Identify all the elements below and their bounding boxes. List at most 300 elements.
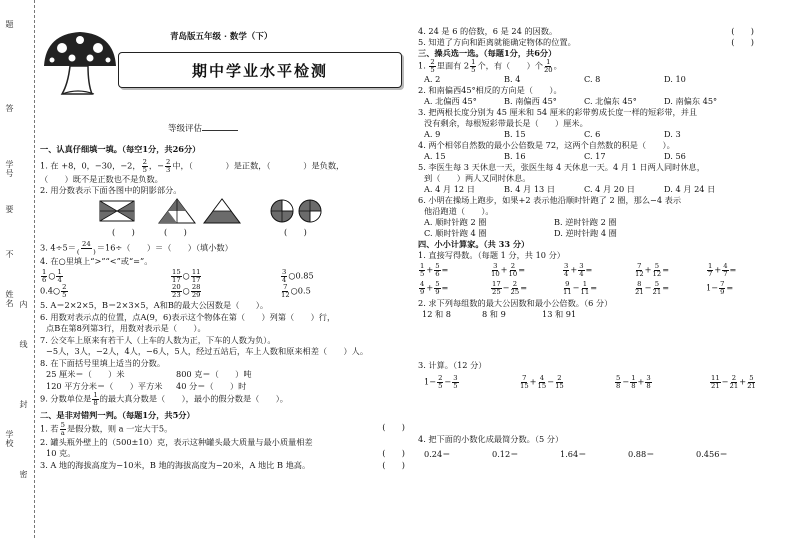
compare-item (40, 269, 170, 284)
num: 5 (654, 262, 660, 270)
num: 1 (471, 58, 476, 66)
q3-6-line2: 他沿跑道（ ）。 (424, 206, 494, 216)
operator: + (637, 376, 645, 387)
den: 9 (720, 288, 725, 296)
operator: − (547, 376, 555, 387)
gcd-item: 8 和 9 (482, 309, 506, 319)
fraction (730, 375, 739, 390)
compare-circle[interactable]: ○ (48, 270, 56, 281)
calc-item[interactable] (709, 375, 794, 390)
option[interactable]: B. 16 (504, 151, 526, 161)
den: 29 (191, 291, 201, 299)
q1-1-line2: （ ）既不是正数也不是负数。 (40, 173, 163, 184)
q2-3 (40, 460, 405, 472)
den: 25 (510, 288, 520, 296)
q1-8: 8. 在下面括号里填上适当的分数。 (40, 357, 166, 368)
fraction (191, 284, 202, 299)
binding-label-name: 姓名 (5, 290, 14, 308)
fraction (419, 263, 425, 278)
fraction (538, 375, 547, 390)
fraction (719, 281, 725, 296)
num: 1 (546, 58, 551, 66)
num: 2 (438, 374, 443, 382)
operator: − (644, 282, 652, 293)
den: 15 (537, 382, 547, 390)
compare-item (40, 284, 170, 299)
num: 15 (172, 268, 181, 276)
fraction (635, 281, 644, 296)
triangle-shape (159, 199, 195, 223)
num: 11 (191, 268, 201, 276)
den: 5 (453, 382, 458, 390)
direct-calc-item[interactable] (634, 263, 706, 278)
q3-5-line2: 到（ ）两人又同时休息。 (424, 173, 531, 183)
fraction (509, 263, 518, 278)
part1-section (40, 144, 405, 471)
operator: 1− (706, 282, 719, 293)
fraction (61, 284, 67, 299)
q3-3-line2: 没有剩余，每根短彩带最长是（ ）厘米。 (424, 118, 588, 128)
operator: = (585, 264, 593, 275)
part4-heading: 四、小小计算家。（共 33 分） (418, 239, 530, 249)
compare-grid (40, 269, 405, 299)
series-label: 青岛版五年级 · 数学（下） (170, 32, 273, 42)
fraction (578, 263, 584, 278)
option[interactable]: C. 北偏东 45° (584, 96, 637, 106)
q1-3 (40, 241, 405, 256)
option[interactable]: A. 2 (424, 74, 441, 84)
fraction (281, 284, 290, 299)
num: 1 (420, 262, 425, 270)
option[interactable]: B. 南偏西 45° (504, 96, 557, 106)
compare-circle[interactable]: ○ (182, 285, 190, 296)
direct-calc-item[interactable] (490, 281, 562, 296)
fraction (653, 281, 662, 296)
option[interactable]: D. 10 (664, 74, 686, 84)
work-space[interactable] (418, 390, 788, 434)
decimal-item[interactable]: 0.456＝ (696, 449, 728, 459)
option[interactable]: C. 6 (584, 129, 601, 139)
q1-6-line2: 点B在第8列第3行，用数对表示是（ ）。 (46, 323, 206, 333)
operator: − (622, 376, 630, 387)
decimal-item[interactable]: 0.24＝ (424, 449, 451, 459)
den: 11 (580, 288, 590, 296)
option[interactable]: D. 南偏东 45° (664, 96, 718, 106)
num: 2 (512, 280, 518, 288)
part3-heading: 三、操兵选一选。（每题1分，共6分） (418, 48, 557, 58)
den: 12 (635, 270, 644, 278)
q1-2: 2. 用分数表示下面各图中的阴影部分。 (40, 185, 182, 195)
den: 10 (508, 270, 518, 278)
grade-eval-label: 等级评估 (168, 124, 203, 134)
num: 3 (493, 262, 498, 270)
fraction (511, 281, 520, 296)
den: 6 (435, 270, 440, 278)
gcd-items (418, 309, 788, 320)
num: 9 (565, 280, 570, 288)
q3-5-options (418, 184, 788, 195)
option[interactable]: C. 17 (584, 151, 606, 161)
binding-char: 密 (19, 470, 28, 479)
fraction (581, 281, 590, 296)
operator: = (662, 282, 670, 293)
q2-2-line2 (40, 448, 405, 460)
q1-4: 4. 在○里填上“>”“<”或“=”。 (40, 255, 153, 266)
q1-8-items (40, 369, 405, 392)
operator: + (529, 376, 537, 387)
q1-7-line2: −5人，3人，−2人，4人，−6人，5人，经过五站后，车上人数和原来相差（ ）人。 (46, 346, 369, 356)
text: 4. 24 是 6 的倍数，6 是 24 的因数。 (418, 26, 558, 36)
fraction (419, 281, 425, 296)
fill-item[interactable]: 120 平方分米＝（ ）平方米 (46, 380, 163, 391)
calc-item[interactable] (519, 375, 614, 390)
den: 15 (555, 382, 564, 390)
operator: − (721, 376, 729, 387)
operator: 1− (424, 376, 437, 387)
q1-6-line1: 6. 用数对表示点的位置，点A(9，6)表示这个物体在第（ ）列第（ ）行， (40, 311, 336, 322)
den: 17 (191, 276, 201, 284)
fraction (645, 375, 651, 390)
option[interactable]: A. 15 (424, 151, 446, 161)
fraction (429, 59, 435, 74)
part1-heading: 一、认真仔细填一填。（每空1分，共26分） (40, 144, 201, 154)
den: 12 (281, 291, 290, 299)
q3-6-options (418, 217, 788, 239)
fraction (60, 422, 66, 437)
q4-1: 1. 直接写得数。（每题 1 分，共 10 分） (418, 250, 565, 260)
fraction (563, 263, 569, 278)
num: 7 (720, 280, 725, 288)
text: 。 (553, 60, 562, 71)
direct-calc-item[interactable] (490, 263, 562, 278)
num: 5 (435, 280, 440, 288)
num: 4 (420, 280, 425, 288)
compare-circle[interactable]: 0.4○ (40, 285, 61, 296)
decimal-item[interactable]: 1.64＝ (560, 449, 587, 459)
fraction (56, 269, 62, 284)
option[interactable]: B. 15 (504, 129, 526, 139)
q1-5: 5. A＝2×2×5，B＝2×3×5，A和B的最大公因数是（ ）。 (40, 300, 269, 310)
compare-circle[interactable]: ○ (182, 270, 190, 281)
circle-shape-2 (299, 200, 321, 222)
den: 21 (711, 382, 720, 390)
text: 1. 在 +8，0，−30，−2， (40, 160, 141, 170)
text: 3. 4÷5＝ (40, 242, 76, 252)
fraction (653, 263, 662, 278)
q3-1 (418, 59, 788, 74)
text: 的最大真分数是（ ），最小的假分数是（ ）。 (99, 393, 288, 404)
shapes-row (40, 197, 405, 227)
answer-paren[interactable]: ( ) (284, 226, 307, 237)
num: 7 (283, 283, 288, 291)
binding-char: 内 (19, 300, 28, 309)
fraction (491, 263, 500, 278)
text: ，− (148, 160, 164, 170)
text: 5. 知道了方向和距离就能确定物体的位置。 (418, 37, 576, 47)
fraction (452, 375, 458, 390)
den: 5 (62, 291, 67, 299)
option[interactable]: A. 4 月 12 日 (424, 184, 475, 194)
q4-4: 4. 把下面的小数化成最简分数。（5 分） (418, 434, 564, 444)
binding-char: 不 (5, 250, 14, 259)
option[interactable]: D. 4 月 24 日 (664, 184, 716, 194)
num: 17 (492, 280, 501, 288)
operator: + (426, 282, 434, 293)
operator: = (520, 282, 528, 293)
den: 17 (172, 276, 181, 284)
den: 4 (282, 276, 287, 284)
num: 3 (282, 268, 287, 276)
binding-char: 答 (5, 104, 14, 113)
direct-calc-row-2 (418, 281, 788, 296)
num: 7 (522, 374, 527, 382)
den: 4 (57, 276, 62, 284)
calc-row (418, 375, 788, 390)
num: 4 (539, 374, 545, 382)
num: 2 (731, 374, 737, 382)
judge-paren[interactable]: ( ) (382, 421, 405, 432)
fraction (434, 281, 440, 296)
operator: + (500, 264, 508, 275)
den: 9 (435, 288, 440, 296)
den: 8 (646, 382, 651, 390)
q4-2: 2. 求下列每组数的最大公因数和最小公倍数。（6 分） (418, 298, 613, 308)
num: 1 (57, 268, 62, 276)
text: 10 克。 (46, 448, 76, 458)
text: 个，有（ ）个 (477, 60, 543, 71)
text: 是假分数，则 a 一定大于5。 (66, 423, 173, 433)
text: 9. 分数单位是 (40, 393, 92, 404)
num: 2 (510, 262, 516, 270)
num: 5 (60, 420, 65, 429)
num: 7 (637, 262, 642, 270)
num: 1 (93, 391, 98, 399)
den: 6 (42, 276, 47, 284)
den: 7 (723, 270, 728, 278)
fraction (707, 263, 713, 278)
text: 3. A 地的海拔高度为−10米，B 地的海拔高度为−20米，A 地比 B 地高。 (40, 459, 311, 470)
num: 1 (631, 374, 636, 382)
operator: = (518, 264, 526, 275)
option[interactable]: B. 逆时针跑 2 圈 (554, 217, 617, 227)
part2-heading: 二、是非对错判一判。（每题1分，共5分） (40, 410, 195, 420)
binding-char: 封 (19, 400, 28, 409)
num: 4 (723, 262, 728, 270)
q1-9 (40, 392, 405, 407)
num: 1 (582, 280, 588, 288)
shapes-figure (40, 197, 370, 227)
num: 24 (82, 239, 91, 248)
fill-item[interactable]: 25 厘米＝（ ）米 (46, 369, 125, 379)
num: 2 (557, 374, 562, 382)
den: 21 (652, 288, 662, 296)
den: 5 (420, 270, 425, 278)
num: 5 (654, 280, 660, 288)
q3-6-line1: 6. 小明在操场上跑步，如果+2 表示他沿顺时针跑了 2 圈，那么−4 表示 (418, 195, 682, 205)
den: 23 (172, 291, 181, 299)
page-title-text: 期中学业水平检测 (191, 61, 328, 80)
fraction (165, 159, 171, 174)
den: 10 (491, 270, 500, 278)
q1-7-line1: 7. 公交车上原来有若干人（上车的人数为正，下车的人数为负）。 (40, 334, 276, 345)
calc-item[interactable] (424, 375, 519, 390)
decimal-items (418, 449, 788, 460)
num: 2 (62, 283, 67, 291)
q3-1-options (418, 74, 788, 85)
answer-paren[interactable]: ( ) (164, 226, 187, 237)
den: 8 (93, 399, 98, 407)
num: 5 (435, 262, 440, 270)
fraction (281, 269, 287, 284)
grade-eval (168, 122, 238, 134)
den: 20 (543, 66, 553, 74)
circle-shape-1 (271, 200, 293, 222)
num: 8 (637, 280, 642, 288)
direct-calc-item[interactable] (562, 263, 634, 278)
den: 4 (564, 270, 569, 278)
den: 5 (471, 66, 476, 74)
gcd-item: 13 和 91 (542, 309, 577, 319)
option[interactable]: C. 4 月 20 日 (584, 184, 635, 194)
fraction (615, 375, 621, 390)
num: 1 (42, 268, 47, 276)
den: 7 (708, 270, 713, 278)
triangle-shape-2 (204, 199, 240, 223)
fraction (77, 241, 96, 256)
direct-calc-item[interactable] (706, 281, 778, 296)
den: 3 (165, 165, 171, 174)
q2-2-line1: 2. 罐头瓶外壁上的（500±10）克，表示这种罐头最大质量与最小质量相差 (40, 436, 313, 447)
fraction (191, 269, 202, 284)
den: 5 (430, 66, 435, 74)
binding-label-school: 学校 (5, 430, 14, 448)
den: 5 (438, 382, 443, 390)
option[interactable]: B. 4 (504, 74, 521, 84)
q3-2: 2. 和南偏西45°相反的方向是（ ）。 (418, 85, 562, 95)
text: 1. (418, 60, 429, 71)
den: 21 (729, 382, 739, 390)
operator: = (726, 282, 734, 293)
decimal-item[interactable]: 0.88＝ (628, 449, 655, 459)
option[interactable]: C. 8 (584, 74, 601, 84)
direct-calc-row-1 (418, 263, 788, 278)
judge-paren[interactable]: ( ) (731, 26, 754, 36)
calc-item[interactable] (614, 375, 709, 390)
num: 1 (708, 262, 713, 270)
fraction (470, 59, 476, 74)
q4-3: 3. 计算。（12 分） (418, 360, 487, 370)
operator: = (590, 282, 598, 293)
work-space[interactable] (418, 320, 788, 360)
operator: + (426, 264, 434, 275)
fraction (722, 263, 728, 278)
right-column (418, 26, 788, 460)
judge-paren[interactable]: ( ) (382, 448, 405, 458)
binding-char: 线 (19, 340, 28, 349)
q3-4: 4. 两个相邻自然数的最小公倍数是 72，这两个自然数的积是（ ）。 (418, 140, 675, 150)
fraction (563, 281, 572, 296)
fraction (171, 269, 182, 284)
compare-circle[interactable]: ○0.85 (288, 270, 314, 281)
judge-paren[interactable]: ( ) (382, 459, 405, 470)
num: 5 (616, 374, 621, 382)
q3-4-options (418, 151, 788, 162)
answer-paren[interactable]: ( ) (112, 226, 135, 237)
compare-circle[interactable]: ○0.5 (290, 285, 311, 296)
option[interactable]: D. 3 (664, 129, 681, 139)
num: 2 (430, 58, 435, 66)
direct-calc-item[interactable] (706, 263, 778, 278)
option[interactable]: D. 56 (664, 151, 686, 161)
q3-2-options (418, 96, 788, 107)
den: 8 (631, 382, 636, 390)
judge-paren[interactable]: ( ) (731, 37, 754, 47)
text: ＝16÷（ ）＝（ ）（填小数） (96, 242, 233, 252)
compare-item (170, 284, 280, 299)
binding-margin (0, 0, 35, 538)
option[interactable]: C. 顺时针跑 4 圈 (424, 228, 487, 238)
mushroom-logo-icon (40, 26, 118, 100)
compare-item (280, 284, 390, 299)
q3-3-options (418, 129, 788, 140)
num: 11 (711, 374, 720, 382)
option[interactable]: A. 北偏西 45° (424, 96, 477, 106)
option[interactable]: A. 9 (424, 129, 441, 139)
compare-item (280, 269, 390, 284)
fraction (544, 59, 553, 74)
num: 2 (165, 157, 171, 166)
text: 中，（ ）是正数，（ ）是负数， (172, 160, 345, 170)
fraction (635, 263, 644, 278)
operator: = (441, 264, 449, 275)
den: 15 (520, 382, 529, 390)
page-title (118, 52, 402, 88)
option[interactable]: A. 顺时针跑 2 圈 (424, 217, 487, 227)
fraction (92, 392, 98, 407)
num: 3 (564, 262, 569, 270)
operator: + (644, 264, 652, 275)
den: 5 (142, 165, 147, 174)
den: 9 (420, 288, 425, 296)
fraction (434, 263, 440, 278)
num: 28 (191, 283, 201, 291)
fraction (41, 269, 47, 284)
grade-eval-blank[interactable] (202, 130, 238, 131)
fraction (630, 375, 636, 390)
num: 20 (172, 283, 181, 291)
direct-calc-item[interactable] (418, 263, 490, 278)
den: 25 (492, 288, 501, 296)
rect-shape (100, 201, 134, 221)
fill-item[interactable]: 800 克＝（ ）吨 (176, 369, 252, 379)
direct-calc-item[interactable] (634, 281, 706, 296)
fill-item[interactable]: 40 分＝（ ）时 (176, 380, 247, 391)
direct-calc-item[interactable] (562, 281, 634, 296)
decimal-item[interactable]: 0.12＝ (492, 449, 519, 459)
shape-answer-row (40, 227, 405, 238)
direct-calc-item[interactable] (418, 281, 490, 296)
operator: − (502, 282, 510, 293)
fraction (520, 375, 529, 390)
den: ( ) (76, 247, 96, 256)
option[interactable]: B. 4 月 13 日 (504, 184, 556, 194)
q3-3-line1: 3. 把两根长度分别为 45 厘米和 54 厘米的彩带剪成长度一样的短彩带，并且 (418, 107, 698, 117)
q2-4 (418, 26, 788, 37)
operator: = (441, 282, 449, 293)
option[interactable]: D. 逆时针跑 4 圈 (554, 228, 617, 238)
num: 3 (453, 374, 458, 382)
binding-char: 要 (5, 205, 14, 214)
